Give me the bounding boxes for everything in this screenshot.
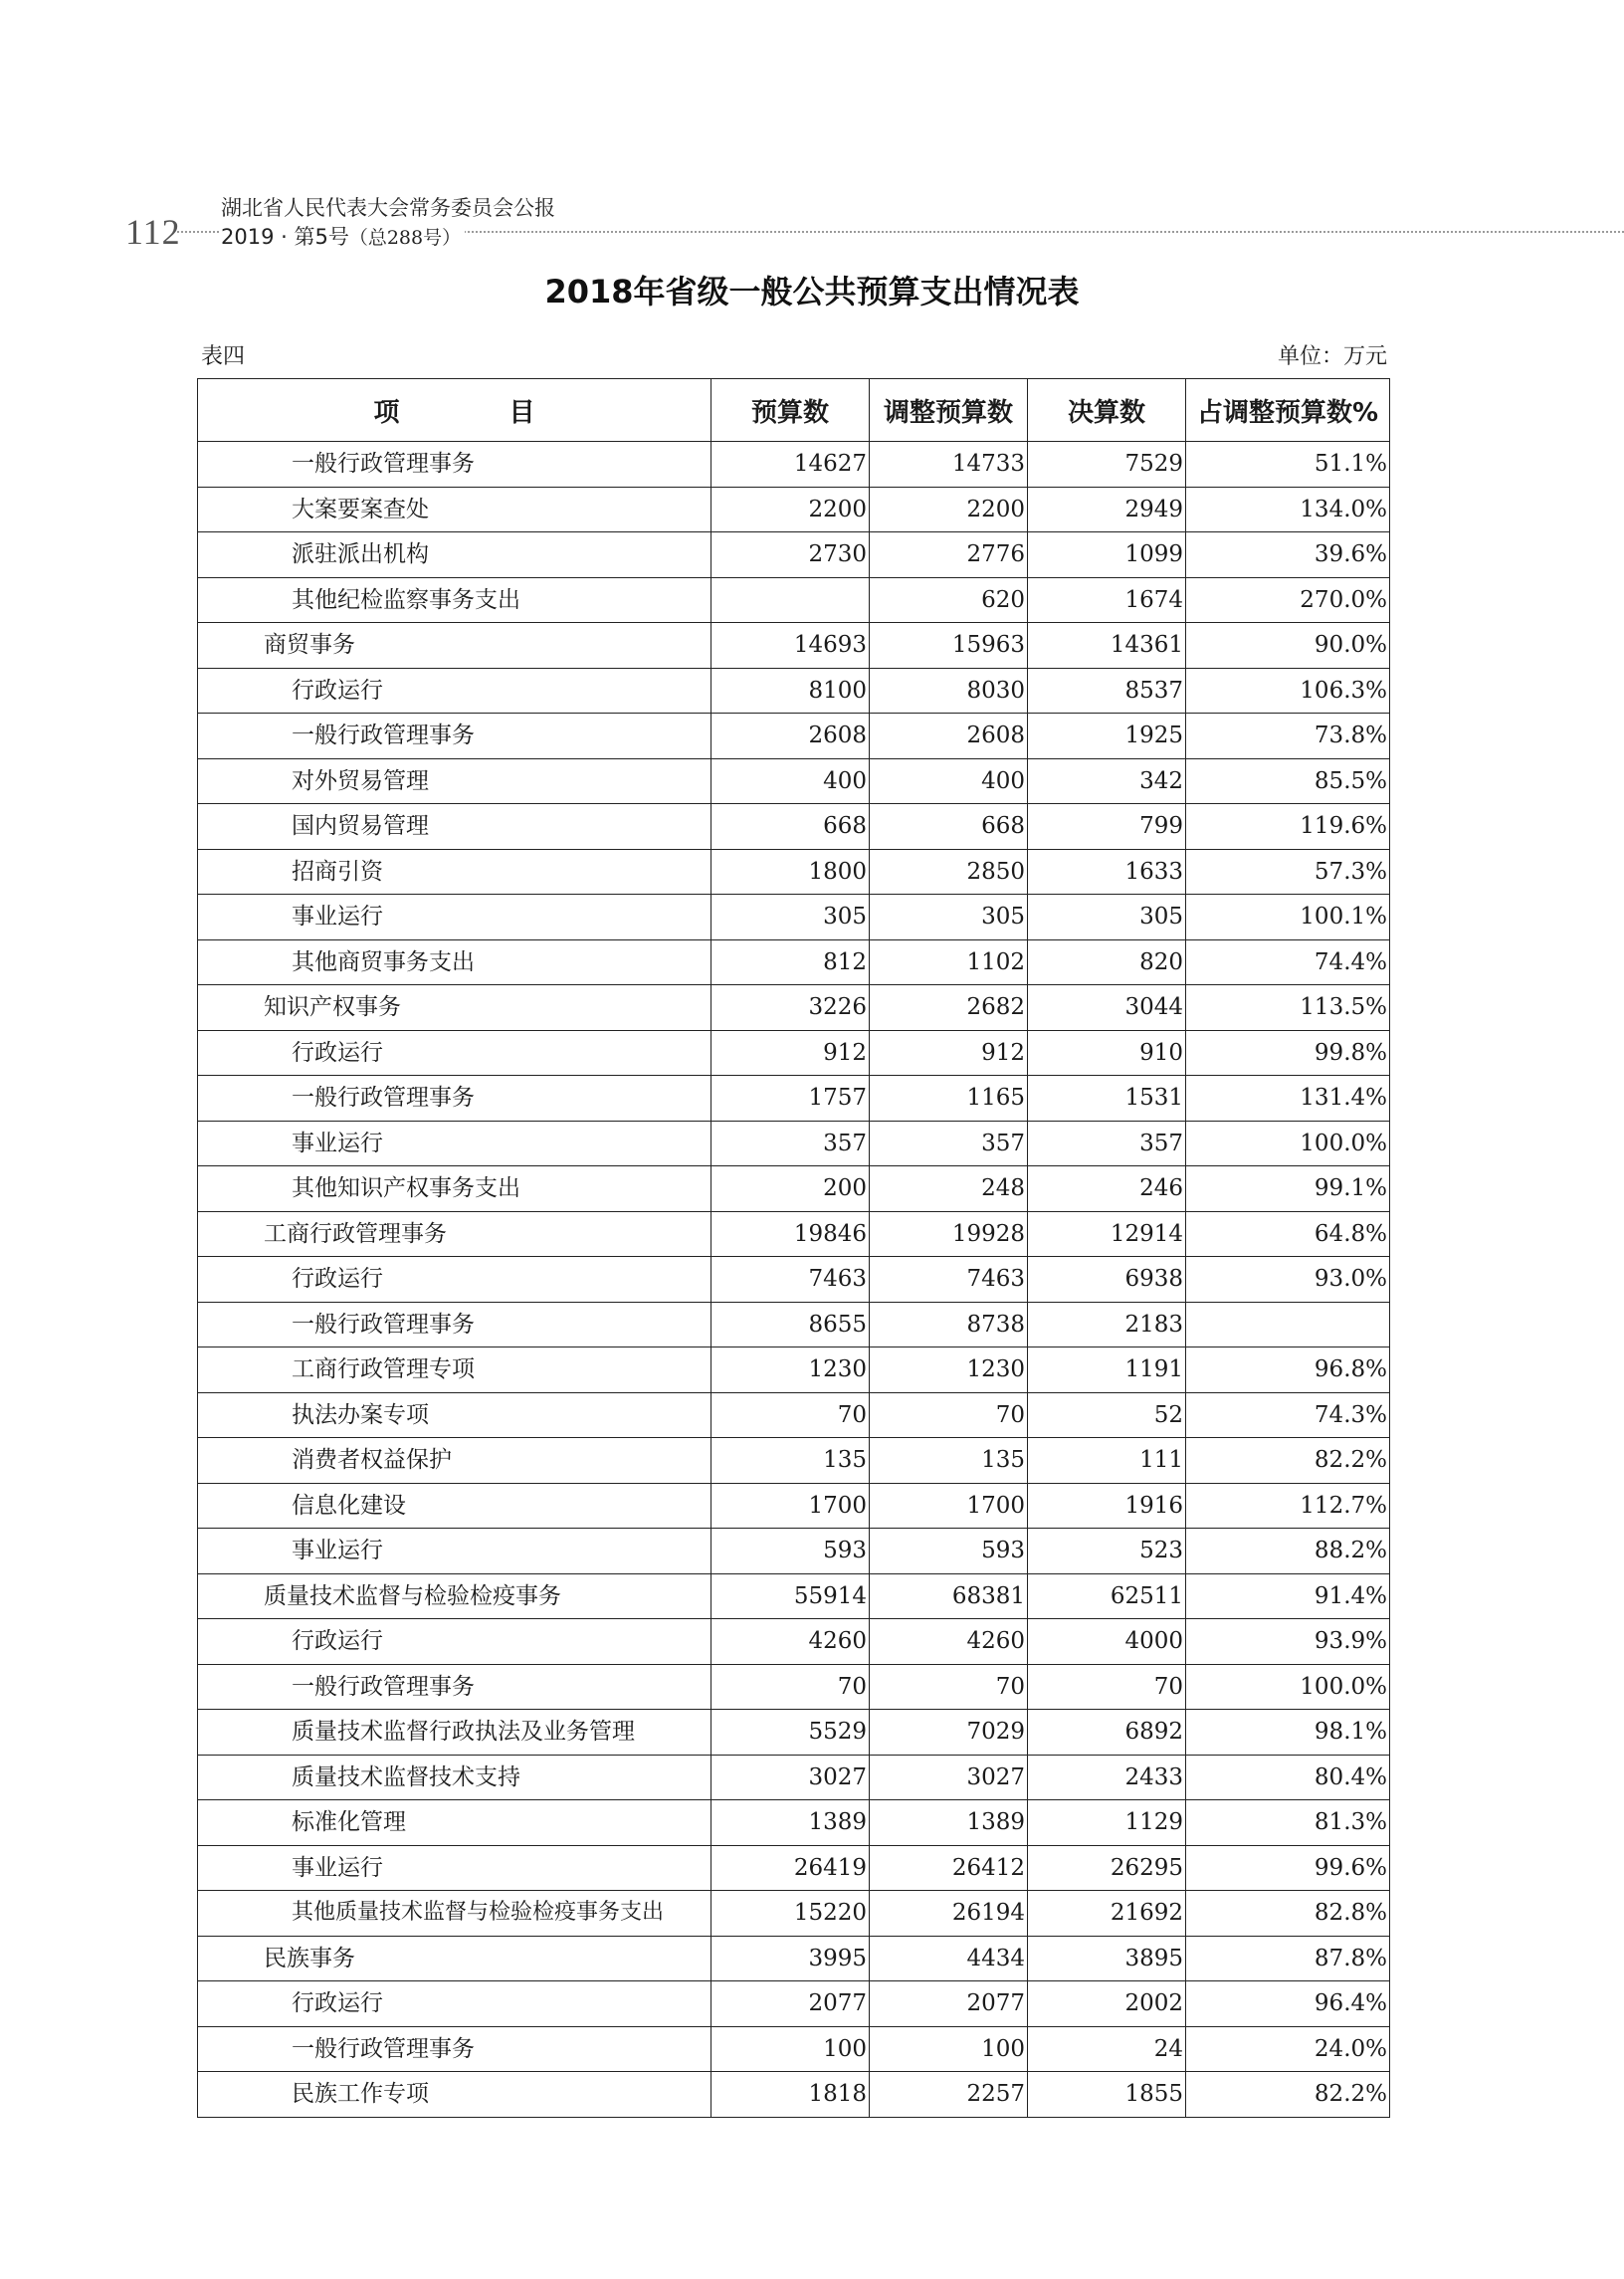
row-budget-cell: 2730 [711, 532, 870, 578]
row-budget-cell: 3995 [711, 1936, 870, 1981]
row-adjusted-cell: 2608 [870, 714, 1028, 759]
row-name-cell: 一般行政管理事务 [198, 1076, 711, 1122]
row-pct-cell: 91.4% [1186, 1573, 1390, 1619]
row-pct-cell: 51.1% [1186, 442, 1390, 488]
row-adjusted-cell: 4434 [870, 1936, 1028, 1981]
row-pct-cell: 90.0% [1186, 623, 1390, 669]
column-header-budget: 预算数 [711, 379, 870, 442]
row-adjusted-cell: 68381 [870, 1573, 1028, 1619]
row-adjusted-cell: 4260 [870, 1619, 1028, 1665]
table-label: 表四 [201, 344, 246, 369]
table-row [198, 1392, 1390, 1438]
row-adjusted-cell: 15963 [870, 623, 1028, 669]
row-final-cell: 70 [1028, 1664, 1186, 1710]
table-row [198, 1755, 1390, 1800]
row-budget-cell: 4260 [711, 1619, 870, 1665]
row-final-cell: 3895 [1028, 1936, 1186, 1981]
row-pct-cell: 87.8% [1186, 1936, 1390, 1981]
table-row [198, 442, 1390, 488]
row-final-cell: 111 [1028, 1438, 1186, 1484]
row-budget-cell: 7463 [711, 1257, 870, 1303]
row-final-cell: 357 [1028, 1121, 1186, 1166]
row-name-cell: 大案要案查处 [198, 487, 711, 532]
row-adjusted-cell: 1389 [870, 1800, 1028, 1846]
row-name-cell: 信息化建设 [198, 1483, 711, 1529]
row-final-cell: 1916 [1028, 1483, 1186, 1529]
table-row [198, 1166, 1390, 1212]
table-row [198, 939, 1390, 985]
row-adjusted-cell: 2682 [870, 985, 1028, 1031]
row-budget-cell: 668 [711, 804, 870, 850]
column-header-adjusted: 调整预算数 [870, 379, 1028, 442]
row-name-cell: 其他质量技术监督与检验检疫事务支出 [198, 1891, 711, 1937]
row-adjusted-cell: 70 [870, 1392, 1028, 1438]
issue-total: （总288号） [348, 227, 462, 249]
row-final-cell: 799 [1028, 804, 1186, 850]
row-pct-cell [1186, 1302, 1390, 1347]
row-name-cell: 知识产权事务 [198, 985, 711, 1031]
table-row [198, 714, 1390, 759]
row-adjusted-cell: 3027 [870, 1755, 1028, 1800]
row-final-cell: 820 [1028, 939, 1186, 985]
row-pct-cell: 64.8% [1186, 1211, 1390, 1257]
row-final-cell: 246 [1028, 1166, 1186, 1212]
row-adjusted-cell: 912 [870, 1030, 1028, 1076]
table-row [198, 895, 1390, 940]
row-final-cell: 1099 [1028, 532, 1186, 578]
row-budget-cell: 14627 [711, 442, 870, 488]
row-final-cell: 4000 [1028, 1619, 1186, 1665]
row-final-cell: 1531 [1028, 1076, 1186, 1122]
row-budget-cell: 912 [711, 1030, 870, 1076]
row-adjusted-cell: 2850 [870, 849, 1028, 895]
row-budget-cell: 26419 [711, 1845, 870, 1891]
row-name-cell: 招商引资 [198, 849, 711, 895]
row-final-cell: 1855 [1028, 2072, 1186, 2118]
row-name-cell: 消费者权益保护 [198, 1438, 711, 1484]
row-adjusted-cell: 1165 [870, 1076, 1028, 1122]
row-final-cell: 1925 [1028, 714, 1186, 759]
row-adjusted-cell: 19928 [870, 1211, 1028, 1257]
row-pct-cell: 106.3% [1186, 668, 1390, 714]
row-pct-cell: 74.4% [1186, 939, 1390, 985]
row-final-cell: 1633 [1028, 849, 1186, 895]
row-adjusted-cell: 8030 [870, 668, 1028, 714]
row-name-cell: 事业运行 [198, 1845, 711, 1891]
row-pct-cell: 113.5% [1186, 985, 1390, 1031]
row-final-cell: 6892 [1028, 1710, 1186, 1756]
table-row [198, 1845, 1390, 1891]
row-name-cell: 行政运行 [198, 1030, 711, 1076]
row-pct-cell: 99.1% [1186, 1166, 1390, 1212]
row-adjusted-cell: 248 [870, 1166, 1028, 1212]
row-budget-cell: 2608 [711, 714, 870, 759]
table-row [198, 577, 1390, 623]
row-pct-cell: 24.0% [1186, 2026, 1390, 2072]
table-row [198, 668, 1390, 714]
row-name-cell: 国内贸易管理 [198, 804, 711, 850]
row-name-cell: 其他知识产权事务支出 [198, 1166, 711, 1212]
row-budget-cell: 70 [711, 1664, 870, 1710]
page-title: 2018年省级一般公共预算支出情况表 [544, 273, 1080, 311]
table-row [198, 1121, 1390, 1166]
row-final-cell: 62511 [1028, 1573, 1186, 1619]
row-adjusted-cell: 305 [870, 895, 1028, 940]
table-row [198, 1891, 1390, 1937]
row-name-cell: 一般行政管理事务 [198, 442, 711, 488]
table-row [198, 1573, 1390, 1619]
column-header-final: 决算数 [1028, 379, 1186, 442]
issue-info [221, 221, 465, 251]
row-budget-cell: 1800 [711, 849, 870, 895]
row-budget-cell: 1389 [711, 1800, 870, 1846]
row-budget-cell: 55914 [711, 1573, 870, 1619]
row-final-cell: 21692 [1028, 1891, 1186, 1937]
journal-title: 湖北省人民代表大会常务委员会公报 [221, 196, 555, 220]
row-budget-cell: 8655 [711, 1302, 870, 1347]
row-adjusted-cell: 357 [870, 1121, 1028, 1166]
row-name-cell: 工商行政管理事务 [198, 1211, 711, 1257]
row-budget-cell: 1700 [711, 1483, 870, 1529]
row-final-cell: 910 [1028, 1030, 1186, 1076]
row-budget-cell: 1757 [711, 1076, 870, 1122]
row-budget-cell: 19846 [711, 1211, 870, 1257]
row-adjusted-cell: 14733 [870, 442, 1028, 488]
table-header-row [198, 379, 1390, 442]
row-adjusted-cell: 100 [870, 2026, 1028, 2072]
row-adjusted-cell: 1700 [870, 1483, 1028, 1529]
table-row [198, 2072, 1390, 2118]
table-row [198, 1347, 1390, 1393]
row-final-cell: 342 [1028, 758, 1186, 804]
row-adjusted-cell: 1230 [870, 1347, 1028, 1393]
row-pct-cell: 81.3% [1186, 1800, 1390, 1846]
row-final-cell: 1674 [1028, 577, 1186, 623]
row-budget-cell: 812 [711, 939, 870, 985]
row-final-cell: 26295 [1028, 1845, 1186, 1891]
row-budget-cell: 8100 [711, 668, 870, 714]
row-pct-cell: 74.3% [1186, 1392, 1390, 1438]
row-name-cell: 行政运行 [198, 1981, 711, 2027]
row-final-cell: 2433 [1028, 1755, 1186, 1800]
row-name-cell: 质量技术监督与检验检疫事务 [198, 1573, 711, 1619]
table-row [198, 1936, 1390, 1981]
row-pct-cell: 98.1% [1186, 1710, 1390, 1756]
page-number: 112 [125, 212, 181, 252]
row-adjusted-cell: 135 [870, 1438, 1028, 1484]
row-adjusted-cell: 8738 [870, 1302, 1028, 1347]
table-row [198, 1800, 1390, 1846]
row-name-cell: 一般行政管理事务 [198, 714, 711, 759]
row-pct-cell: 73.8% [1186, 714, 1390, 759]
row-name-cell: 行政运行 [198, 1619, 711, 1665]
row-adjusted-cell: 668 [870, 804, 1028, 850]
row-final-cell: 1191 [1028, 1347, 1186, 1393]
row-adjusted-cell: 7029 [870, 1710, 1028, 1756]
row-final-cell: 2183 [1028, 1302, 1186, 1347]
row-pct-cell: 100.0% [1186, 1664, 1390, 1710]
row-pct-cell: 85.5% [1186, 758, 1390, 804]
row-name-cell: 质量技术监督技术支持 [198, 1755, 711, 1800]
row-pct-cell: 82.2% [1186, 2072, 1390, 2118]
row-pct-cell: 270.0% [1186, 577, 1390, 623]
row-adjusted-cell: 620 [870, 577, 1028, 623]
row-pct-cell: 112.7% [1186, 1483, 1390, 1529]
row-final-cell: 24 [1028, 2026, 1186, 2072]
row-final-cell: 3044 [1028, 985, 1186, 1031]
budget-table [197, 378, 1390, 2118]
row-name-cell: 标准化管理 [198, 1800, 711, 1846]
row-name-cell: 民族事务 [198, 1936, 711, 1981]
row-name-cell: 质量技术监督行政执法及业务管理 [198, 1710, 711, 1756]
row-budget-cell: 2200 [711, 487, 870, 532]
table-row [198, 1981, 1390, 2027]
row-name-cell: 其他纪检监察事务支出 [198, 577, 711, 623]
table-row [198, 985, 1390, 1031]
table-row [198, 1302, 1390, 1347]
table-row [198, 758, 1390, 804]
row-pct-cell: 57.3% [1186, 849, 1390, 895]
table-row [198, 1211, 1390, 1257]
unit-label: 单位：万元 [1277, 344, 1387, 369]
row-budget-cell: 357 [711, 1121, 870, 1166]
table-row [198, 532, 1390, 578]
row-budget-cell: 2077 [711, 1981, 870, 2027]
issue-number: 2019 · 第5号 [221, 225, 349, 249]
table-row [198, 1257, 1390, 1303]
row-final-cell: 523 [1028, 1529, 1186, 1574]
row-pct-cell: 96.4% [1186, 1981, 1390, 2027]
row-adjusted-cell: 7463 [870, 1257, 1028, 1303]
table-row [198, 804, 1390, 850]
row-pct-cell: 131.4% [1186, 1076, 1390, 1122]
row-name-cell: 民族工作专项 [198, 2072, 711, 2118]
row-final-cell: 2002 [1028, 1981, 1186, 2027]
row-budget-cell: 135 [711, 1438, 870, 1484]
row-budget-cell: 1818 [711, 2072, 870, 2118]
row-final-cell: 7529 [1028, 442, 1186, 488]
column-header-pct: 占调整预算数% [1186, 379, 1390, 442]
row-final-cell: 2949 [1028, 487, 1186, 532]
row-adjusted-cell: 2776 [870, 532, 1028, 578]
row-pct-cell: 88.2% [1186, 1529, 1390, 1574]
row-name-cell: 行政运行 [198, 668, 711, 714]
row-name-cell: 工商行政管理专项 [198, 1347, 711, 1393]
row-adjusted-cell: 70 [870, 1664, 1028, 1710]
row-pct-cell: 99.6% [1186, 1845, 1390, 1891]
row-final-cell: 8537 [1028, 668, 1186, 714]
row-pct-cell: 100.0% [1186, 1121, 1390, 1166]
row-adjusted-cell: 2257 [870, 2072, 1028, 2118]
table-row [198, 1483, 1390, 1529]
row-budget-cell: 1230 [711, 1347, 870, 1393]
row-name-cell: 事业运行 [198, 1529, 711, 1574]
row-budget-cell: 593 [711, 1529, 870, 1574]
row-name-cell: 事业运行 [198, 895, 711, 940]
column-header-item: 项 目 [198, 379, 711, 442]
row-name-cell: 一般行政管理事务 [198, 1302, 711, 1347]
row-budget-cell: 400 [711, 758, 870, 804]
row-adjusted-cell: 400 [870, 758, 1028, 804]
row-adjusted-cell: 593 [870, 1529, 1028, 1574]
row-final-cell: 14361 [1028, 623, 1186, 669]
table-row [198, 1529, 1390, 1574]
row-budget-cell: 70 [711, 1392, 870, 1438]
row-adjusted-cell: 26412 [870, 1845, 1028, 1891]
row-adjusted-cell: 2200 [870, 487, 1028, 532]
row-pct-cell: 39.6% [1186, 532, 1390, 578]
row-name-cell: 对外贸易管理 [198, 758, 711, 804]
row-pct-cell: 134.0% [1186, 487, 1390, 532]
row-final-cell: 12914 [1028, 1211, 1186, 1257]
table-row [198, 623, 1390, 669]
row-budget-cell: 15220 [711, 1891, 870, 1937]
row-name-cell: 派驻派出机构 [198, 532, 711, 578]
row-budget-cell: 3226 [711, 985, 870, 1031]
row-budget-cell: 14693 [711, 623, 870, 669]
row-name-cell: 一般行政管理事务 [198, 2026, 711, 2072]
table-row [198, 1710, 1390, 1756]
row-budget-cell: 305 [711, 895, 870, 940]
row-pct-cell: 93.0% [1186, 1257, 1390, 1303]
row-final-cell: 52 [1028, 1392, 1186, 1438]
row-budget-cell [711, 577, 870, 623]
row-pct-cell: 82.2% [1186, 1438, 1390, 1484]
table-row [198, 1438, 1390, 1484]
row-pct-cell: 80.4% [1186, 1755, 1390, 1800]
row-budget-cell: 100 [711, 2026, 870, 2072]
row-adjusted-cell: 1102 [870, 939, 1028, 985]
table-row [198, 2026, 1390, 2072]
row-budget-cell: 200 [711, 1166, 870, 1212]
table-row [198, 1619, 1390, 1665]
row-final-cell: 6938 [1028, 1257, 1186, 1303]
row-pct-cell: 93.9% [1186, 1619, 1390, 1665]
table-row [198, 1664, 1390, 1710]
row-pct-cell: 96.8% [1186, 1347, 1390, 1393]
row-name-cell: 执法办案专项 [198, 1392, 711, 1438]
row-pct-cell: 99.8% [1186, 1030, 1390, 1076]
row-final-cell: 1129 [1028, 1800, 1186, 1846]
row-adjusted-cell: 2077 [870, 1981, 1028, 2027]
row-pct-cell: 119.6% [1186, 804, 1390, 850]
table-row [198, 849, 1390, 895]
row-budget-cell: 5529 [711, 1710, 870, 1756]
row-final-cell: 305 [1028, 895, 1186, 940]
row-adjusted-cell: 26194 [870, 1891, 1028, 1937]
table-row [198, 1076, 1390, 1122]
row-name-cell: 事业运行 [198, 1121, 711, 1166]
table-row [198, 487, 1390, 532]
row-name-cell: 行政运行 [198, 1257, 711, 1303]
row-budget-cell: 3027 [711, 1755, 870, 1800]
row-name-cell: 商贸事务 [198, 623, 711, 669]
row-pct-cell: 82.8% [1186, 1891, 1390, 1937]
row-pct-cell: 100.1% [1186, 895, 1390, 940]
row-name-cell: 其他商贸事务支出 [198, 939, 711, 985]
table-row [198, 1030, 1390, 1076]
row-name-cell: 一般行政管理事务 [198, 1664, 711, 1710]
